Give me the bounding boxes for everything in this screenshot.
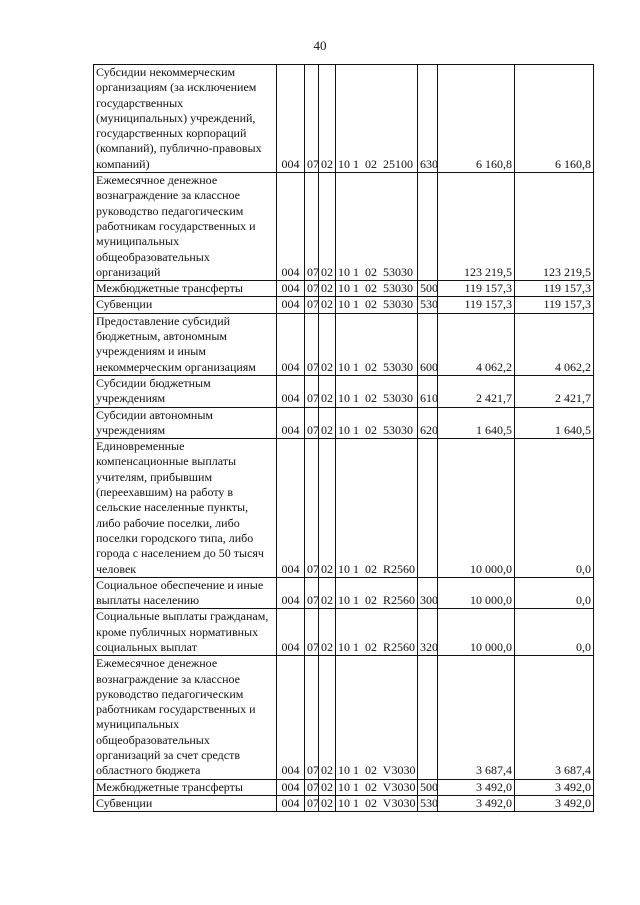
page-number: 40 <box>313 38 327 53</box>
row-section-code: 07 <box>305 609 319 656</box>
row-subsection-code: 02 <box>319 795 336 811</box>
row-expense-type: 500 <box>418 281 438 297</box>
row-name: Социальное обеспечение и иные выплаты населению <box>94 577 277 609</box>
row-sum-2: 0,0 <box>515 577 594 609</box>
row-sum-1: 3 492,0 <box>438 795 515 811</box>
row-sum-1: 4 062,2 <box>438 313 515 375</box>
row-sum-1: 10 000,0 <box>438 577 515 609</box>
row-subsection-code: 02 <box>319 297 336 313</box>
row-name: Субсидии бюджетным учреждениям <box>94 375 277 407</box>
row-sum-2: 6 160,8 <box>515 65 594 173</box>
row-name: Субсидии некоммерческим организациям (за исключением государственных (муниципальных) учреждений, государственных корпораций (компаний), публично-правовых компаний) <box>94 65 277 173</box>
table-row <box>94 577 594 609</box>
table-row <box>94 173 594 281</box>
row-sum-1: 10 000,0 <box>438 439 515 578</box>
row-target-article: 10 1 02 V3030 <box>336 779 418 795</box>
row-ved-code: 004 <box>277 439 305 578</box>
row-sum-2: 119 157,3 <box>515 281 594 297</box>
row-ved-code: 004 <box>277 656 305 779</box>
row-subsection-code: 02 <box>319 375 336 407</box>
row-name: Субвенции <box>94 297 277 313</box>
row-name: Предоставление субсидий бюджетным, автономным учреждениям и иным некоммерческим организациям <box>94 313 277 375</box>
row-ved-code: 004 <box>277 297 305 313</box>
row-target-article: 10 1 02 53030 <box>336 173 418 281</box>
row-expense-type: 320 <box>418 609 438 656</box>
row-target-article: 10 1 02 53030 <box>336 297 418 313</box>
row-sum-1: 1 640,5 <box>438 407 515 439</box>
table-row <box>94 656 594 779</box>
row-expense-type <box>418 439 438 578</box>
row-sum-2: 3 492,0 <box>515 795 594 811</box>
row-subsection-code: 02 <box>319 173 336 281</box>
row-section-code: 07 <box>305 297 319 313</box>
row-ved-code: 004 <box>277 609 305 656</box>
row-target-article: 10 1 02 V3030 <box>336 656 418 779</box>
row-name: Субсидии автономным учреждениям <box>94 407 277 439</box>
row-section-code: 07 <box>305 795 319 811</box>
row-sum-2: 4 062,2 <box>515 313 594 375</box>
row-target-article: 10 1 02 53030 <box>336 281 418 297</box>
row-name: Межбюджетные трансферты <box>94 779 277 795</box>
row-ved-code: 004 <box>277 313 305 375</box>
row-name: Единовременные компенсационные выплаты учителям, прибывшим (переехавшим) на работу в сельские населенные пункты, либо рабочие поселки, либо поселки городского типа, либо города с населением до 50 тысяч человек <box>94 439 277 578</box>
row-sum-2: 123 219,5 <box>515 173 594 281</box>
row-ved-code: 004 <box>277 779 305 795</box>
row-ved-code: 004 <box>277 281 305 297</box>
row-subsection-code: 02 <box>319 65 336 173</box>
row-subsection-code: 02 <box>319 779 336 795</box>
row-sum-2: 3 492,0 <box>515 779 594 795</box>
row-expense-type: 600 <box>418 313 438 375</box>
row-target-article: 10 1 02 25100 <box>336 65 418 173</box>
row-target-article: 10 1 02 53030 <box>336 407 418 439</box>
budget-table <box>93 64 594 812</box>
row-section-code: 07 <box>305 313 319 375</box>
row-target-article: 10 1 02 R2560 <box>336 609 418 656</box>
row-sum-2: 0,0 <box>515 609 594 656</box>
row-name: Межбюджетные трансферты <box>94 281 277 297</box>
row-section-code: 07 <box>305 656 319 779</box>
row-section-code: 07 <box>305 439 319 578</box>
row-sum-2: 3 687,4 <box>515 656 594 779</box>
row-subsection-code: 02 <box>319 656 336 779</box>
table-row <box>94 795 594 811</box>
row-target-article: 10 1 02 V3030 <box>336 795 418 811</box>
row-subsection-code: 02 <box>319 577 336 609</box>
table-body <box>94 65 594 812</box>
row-section-code: 07 <box>305 173 319 281</box>
row-expense-type: 630 <box>418 65 438 173</box>
table-row <box>94 439 594 578</box>
row-name: Ежемесячное денежное вознаграждение за классное руководство педагогическим работникам государственных и муниципальных общеобразовательных организаций <box>94 173 277 281</box>
table-row <box>94 313 594 375</box>
row-ved-code: 004 <box>277 407 305 439</box>
row-expense-type: 530 <box>418 297 438 313</box>
row-sum-2: 2 421,7 <box>515 375 594 407</box>
row-subsection-code: 02 <box>319 439 336 578</box>
row-section-code: 07 <box>305 375 319 407</box>
row-sum-1: 119 157,3 <box>438 297 515 313</box>
row-expense-type: 620 <box>418 407 438 439</box>
row-subsection-code: 02 <box>319 313 336 375</box>
row-subsection-code: 02 <box>319 407 336 439</box>
row-section-code: 07 <box>305 779 319 795</box>
row-sum-1: 3 687,4 <box>438 656 515 779</box>
row-ved-code: 004 <box>277 65 305 173</box>
row-expense-type: 500 <box>418 779 438 795</box>
row-ved-code: 004 <box>277 173 305 281</box>
row-section-code: 07 <box>305 281 319 297</box>
table-row <box>94 281 594 297</box>
table-row <box>94 609 594 656</box>
row-sum-1: 123 219,5 <box>438 173 515 281</box>
row-sum-2: 0,0 <box>515 439 594 578</box>
row-subsection-code: 02 <box>319 281 336 297</box>
row-sum-1: 6 160,8 <box>438 65 515 173</box>
row-target-article: 10 1 02 53030 <box>336 375 418 407</box>
row-target-article: 10 1 02 53030 <box>336 313 418 375</box>
table-row <box>94 297 594 313</box>
table-row <box>94 65 594 173</box>
row-sum-1: 119 157,3 <box>438 281 515 297</box>
row-name: Социальные выплаты гражданам, кроме публичных нормативных социальных выплат <box>94 609 277 656</box>
row-expense-type: 300 <box>418 577 438 609</box>
row-expense-type <box>418 173 438 281</box>
row-target-article: 10 1 02 R2560 <box>336 577 418 609</box>
row-sum-2: 119 157,3 <box>515 297 594 313</box>
row-expense-type: 530 <box>418 795 438 811</box>
table-row <box>94 375 594 407</box>
row-sum-1: 3 492,0 <box>438 779 515 795</box>
row-sum-1: 2 421,7 <box>438 375 515 407</box>
row-section-code: 07 <box>305 407 319 439</box>
row-ved-code: 004 <box>277 375 305 407</box>
table-row <box>94 779 594 795</box>
row-subsection-code: 02 <box>319 609 336 656</box>
row-expense-type: 610 <box>418 375 438 407</box>
row-section-code: 07 <box>305 65 319 173</box>
row-name: Ежемесячное денежное вознаграждение за классное руководство педагогическим работникам государственных и муниципальных общеобразовательных организаций за счет средств областного бюджета <box>94 656 277 779</box>
row-ved-code: 004 <box>277 577 305 609</box>
row-sum-1: 10 000,0 <box>438 609 515 656</box>
row-sum-2: 1 640,5 <box>515 407 594 439</box>
row-ved-code: 004 <box>277 795 305 811</box>
row-target-article: 10 1 02 R2560 <box>336 439 418 578</box>
row-section-code: 07 <box>305 577 319 609</box>
table-row <box>94 407 594 439</box>
row-expense-type <box>418 656 438 779</box>
row-name: Субвенции <box>94 795 277 811</box>
